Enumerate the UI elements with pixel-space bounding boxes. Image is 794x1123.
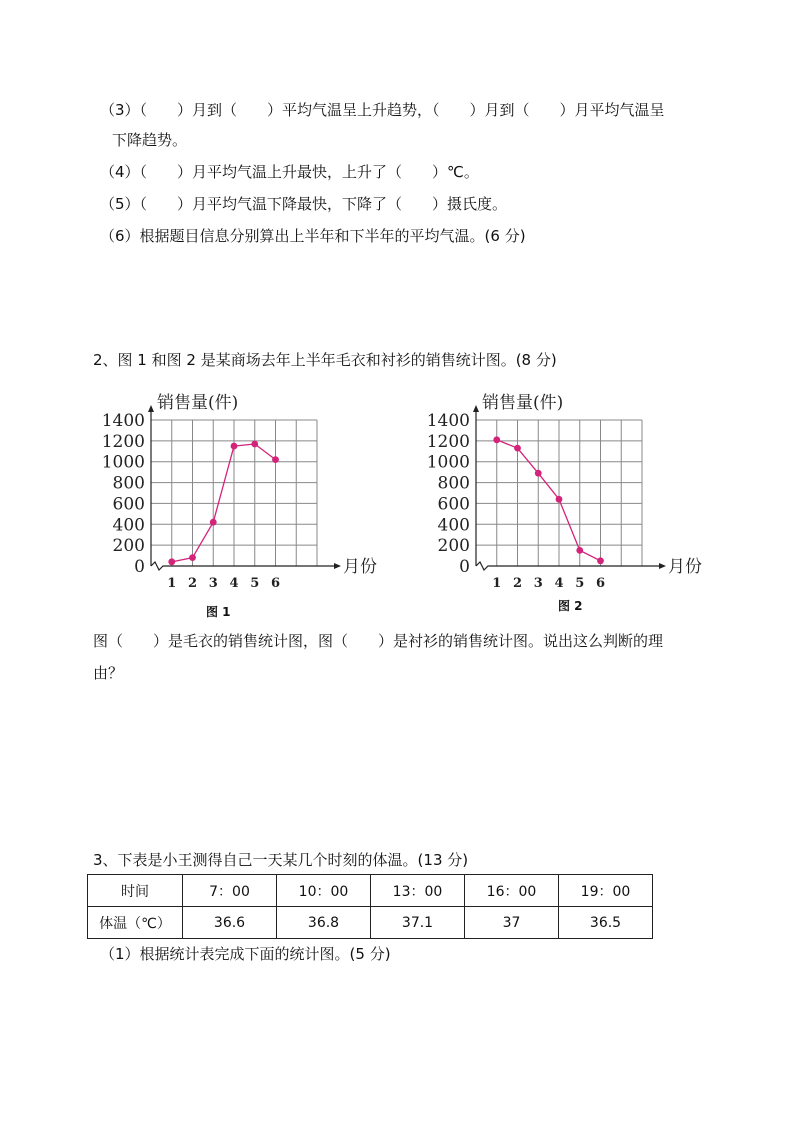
table-cell: 13：00 bbox=[371, 875, 465, 907]
table-cell: 7：00 bbox=[183, 875, 277, 907]
chart-figure-1 bbox=[95, 388, 395, 588]
figure-1-caption: 图 1 bbox=[206, 605, 231, 619]
x-tick-label: 6 bbox=[270, 576, 281, 588]
q3-heading: 3、下表是小王测得自己一天某几个时刻的体温。(13 分) bbox=[93, 851, 469, 869]
data-point bbox=[535, 470, 542, 477]
y-axis-title: 销售量(件) bbox=[482, 393, 564, 413]
x-tick-label: 1 bbox=[167, 576, 177, 588]
table-row bbox=[88, 875, 653, 907]
data-point bbox=[597, 557, 604, 564]
x-axis-arrow bbox=[659, 563, 666, 569]
x-tick-label: 2 bbox=[512, 576, 523, 588]
data-point bbox=[493, 436, 500, 443]
x-axis-title: 月份 bbox=[343, 557, 377, 577]
y-tick-label: 1400 bbox=[101, 411, 145, 431]
y-axis-arrow bbox=[473, 405, 479, 412]
q1-part6: （6）根据题目信息分别算出上半年和下半年的平均气温。(6 分) bbox=[100, 227, 526, 245]
data-point bbox=[231, 443, 238, 450]
y-tick-label: 600 bbox=[437, 494, 470, 515]
table-cell: 37 bbox=[465, 907, 559, 939]
table-cell: 36.8 bbox=[277, 907, 371, 939]
q2-question-line2: 由？ bbox=[93, 664, 124, 682]
x-axis bbox=[151, 562, 337, 570]
x-tick-label: 5 bbox=[575, 576, 585, 588]
q1-part5: （5）（ ）月平均气温下降最快，下降了（ ）摄氏度。 bbox=[100, 195, 508, 213]
q1-part3-line1: （3）（ ）月到（ ）平均气温呈上升趋势，（ ）月到（ ）月平均气温呈 bbox=[100, 101, 665, 119]
q2-heading: 2、图 1 和图 2 是某商场去年上半年毛衣和衬衫的销售统计图。(8 分) bbox=[93, 351, 557, 369]
y-tick-label: 0 bbox=[134, 557, 145, 577]
x-tick-label: 4 bbox=[229, 576, 239, 588]
x-tick-label: 1 bbox=[492, 576, 502, 588]
table-cell: 19：00 bbox=[559, 875, 653, 907]
data-point bbox=[251, 441, 258, 448]
data-point bbox=[168, 558, 175, 565]
q3-part1: （1）根据统计表完成下面的统计图。(5 分) bbox=[100, 945, 391, 963]
q1-part3-line2: 下降趋势。 bbox=[112, 131, 188, 149]
table-cell: 16：00 bbox=[465, 875, 559, 907]
data-point bbox=[576, 547, 583, 554]
x-tick-label: 3 bbox=[208, 576, 218, 588]
q2-question-line1: 图（ ）是毛衣的销售统计图，图（ ）是衬衫的销售统计图。说出这么判断的理 bbox=[93, 632, 664, 650]
table-header-cell: 体温（℃） bbox=[88, 907, 183, 939]
table-header-cell: 时间 bbox=[88, 875, 183, 907]
q1-part4: （4）（ ）月平均气温上升最快，上升了（ ）℃。 bbox=[100, 163, 479, 181]
data-point bbox=[189, 554, 196, 561]
data-point bbox=[514, 445, 521, 452]
table-cell: 10：00 bbox=[277, 875, 371, 907]
table-cell: 36.6 bbox=[183, 907, 277, 939]
y-tick-label: 1000 bbox=[426, 452, 470, 473]
table-cell: 37.1 bbox=[371, 907, 465, 939]
table-cell: 36.5 bbox=[559, 907, 653, 939]
x-tick-label: 5 bbox=[250, 576, 260, 588]
x-tick-label: 6 bbox=[595, 576, 606, 588]
series-line bbox=[497, 440, 601, 561]
y-tick-label: 400 bbox=[437, 515, 470, 536]
x-tick-label: 4 bbox=[554, 576, 564, 588]
y-tick-label: 1400 bbox=[426, 411, 470, 431]
table-row bbox=[88, 907, 653, 939]
data-point bbox=[272, 456, 279, 463]
x-axis-arrow bbox=[334, 563, 341, 569]
y-tick-label: 1200 bbox=[101, 431, 145, 452]
y-tick-label: 200 bbox=[112, 536, 145, 557]
y-tick-label: 800 bbox=[112, 473, 145, 494]
y-tick-label: 200 bbox=[437, 536, 470, 557]
data-point bbox=[210, 519, 217, 526]
chart-figure-2 bbox=[420, 388, 720, 588]
x-tick-label: 2 bbox=[187, 576, 198, 588]
x-axis-title: 月份 bbox=[668, 557, 702, 577]
y-axis-arrow bbox=[148, 405, 154, 412]
y-axis-title: 销售量(件) bbox=[157, 393, 239, 413]
y-tick-label: 600 bbox=[112, 494, 145, 515]
temperature-table bbox=[87, 874, 653, 939]
y-tick-label: 0 bbox=[459, 557, 470, 577]
figure-2-caption: 图 2 bbox=[558, 599, 583, 613]
y-tick-label: 400 bbox=[112, 515, 145, 536]
y-tick-label: 800 bbox=[437, 473, 470, 494]
x-axis bbox=[476, 562, 662, 570]
y-tick-label: 1200 bbox=[426, 431, 470, 452]
x-tick-label: 3 bbox=[533, 576, 543, 588]
y-tick-label: 1000 bbox=[101, 452, 145, 473]
data-point bbox=[556, 496, 563, 503]
